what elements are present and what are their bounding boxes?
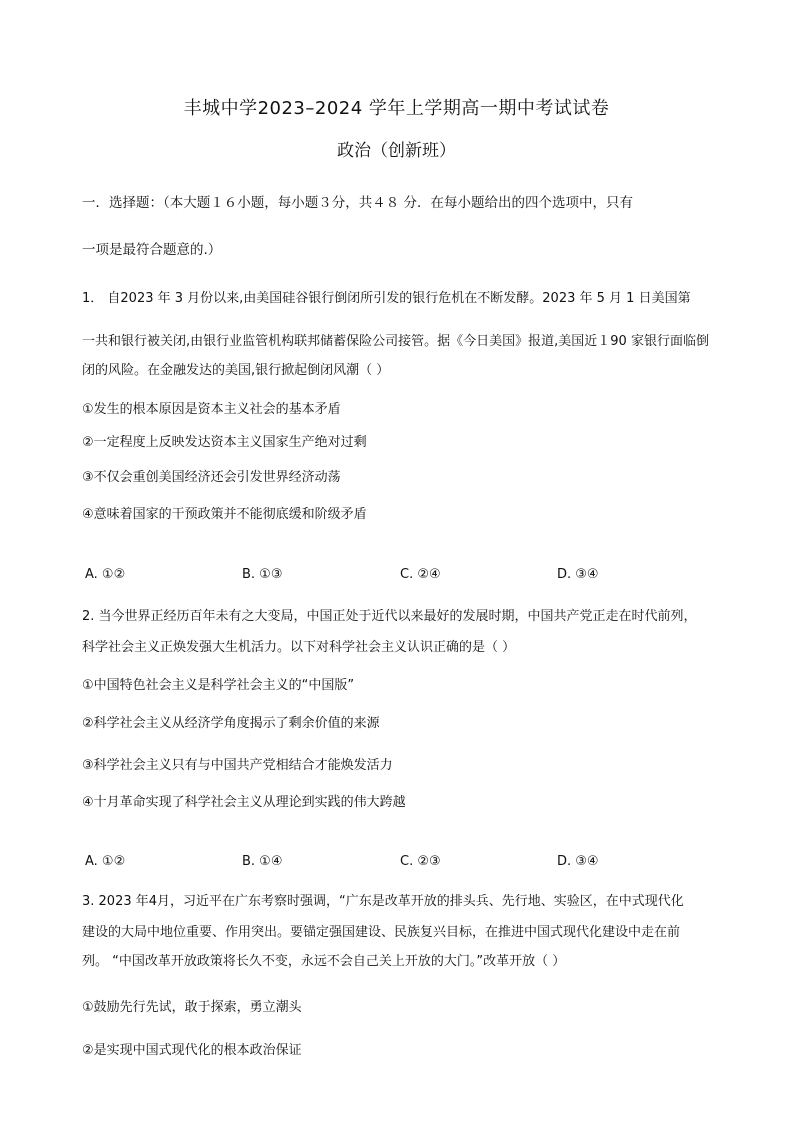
q3-stem-line-2: 建设的大局中地位重要、作用突出。要锚定强国建设、民族复兴目标，在推进中国式现代化建设中走在前	[82, 925, 681, 940]
q3-stem-line-3: 列。 “中国改革开放政策将长久不变，永远不会自己关上开放的大门。”改革开放（ ）	[82, 954, 566, 969]
q1-stem-line-2: 一共和银行被关闭,由银行业监管机构联邦储蓄保险公司接管。据《今日美国》报道,美国近１90 家银行面临倒	[82, 334, 709, 349]
section-instruction-line-2: 一项是最符合题意的.）	[82, 242, 222, 258]
q2-option-a[interactable]: A. ①②	[85, 854, 126, 869]
q1-option-c[interactable]: C. ②④	[400, 567, 441, 582]
exam-title: 丰城中学2023–2024 学年上学期高一期中考试试卷	[183, 98, 610, 119]
exam-subtitle: 政治（创新班）	[337, 141, 456, 161]
q2-statement-1: ①中国特色社会主义是科学社会主义的“中国版”	[82, 678, 355, 693]
q1-option-d[interactable]: D. ③④	[557, 567, 599, 582]
q3-statement-1: ①鼓励先行先试，敢于探索，勇立潮头	[82, 1000, 302, 1015]
q1-stem-line-3: 闭的风险。在金融发达的美国,银行掀起倒闭风潮（ ）	[82, 363, 390, 378]
q1-statement-3: ③不仅会重创美国经济还会引发世界经济动荡	[82, 470, 341, 485]
q1-option-a[interactable]: A. ①②	[85, 567, 126, 582]
q1-statement-4: ④意味着国家的干预政策并不能彻底缓和阶级矛盾	[82, 507, 367, 522]
q2-statement-4: ④十月革命实现了科学社会主义从理论到实践的伟大跨越	[82, 795, 406, 810]
q2-option-d[interactable]: D. ③④	[557, 854, 599, 869]
q3-stem-line-1: 3. 2023 年4月，习近平在广东考察时强调，“广东是改革开放的排头兵、先行地、实验区，在中式现代化	[82, 894, 684, 909]
q1-option-b[interactable]: B. ①③	[242, 567, 283, 582]
q2-statement-2: ②科学社会主义从经济学角度揭示了剩余价值的来源	[82, 716, 380, 731]
q1-statement-2: ②一定程度上反映发达资本主义国家生产绝对过剩	[82, 435, 367, 450]
q3-statement-2: ②是实现中国式现代化的根本政治保证	[82, 1043, 302, 1058]
q2-option-c[interactable]: C. ②③	[400, 854, 441, 869]
q2-statement-3: ③科学社会主义只有与中国共产党相结合才能焕发活力	[82, 758, 393, 773]
q1-stem-line-1: 1． 自2023 年 3 月份以来,由美国硅谷银行倒闭所引发的银行危机在不断发酵。2023 年 5 月 1 日美国第	[82, 291, 691, 306]
q2-stem-line-2: 科学社会主义正焕发强大生机活力。以下对科学社会主义认识正确的是（ ）	[82, 640, 516, 655]
q2-stem-line-1: 2. 当今世界正经历百年未有之大变局，中国正处于近代以来最好的发展时期，中国共产党正走在时代前列，	[82, 609, 697, 624]
section-instruction-line-1: 一．选择题：（本大题１６小题，每小题３分，共４８ 分．在每小题给出的四个选项中，只有	[82, 195, 634, 211]
q1-statement-1: ①发生的根本原因是资本主义社会的基本矛盾	[82, 402, 341, 417]
q2-option-b[interactable]: B. ①④	[242, 854, 283, 869]
